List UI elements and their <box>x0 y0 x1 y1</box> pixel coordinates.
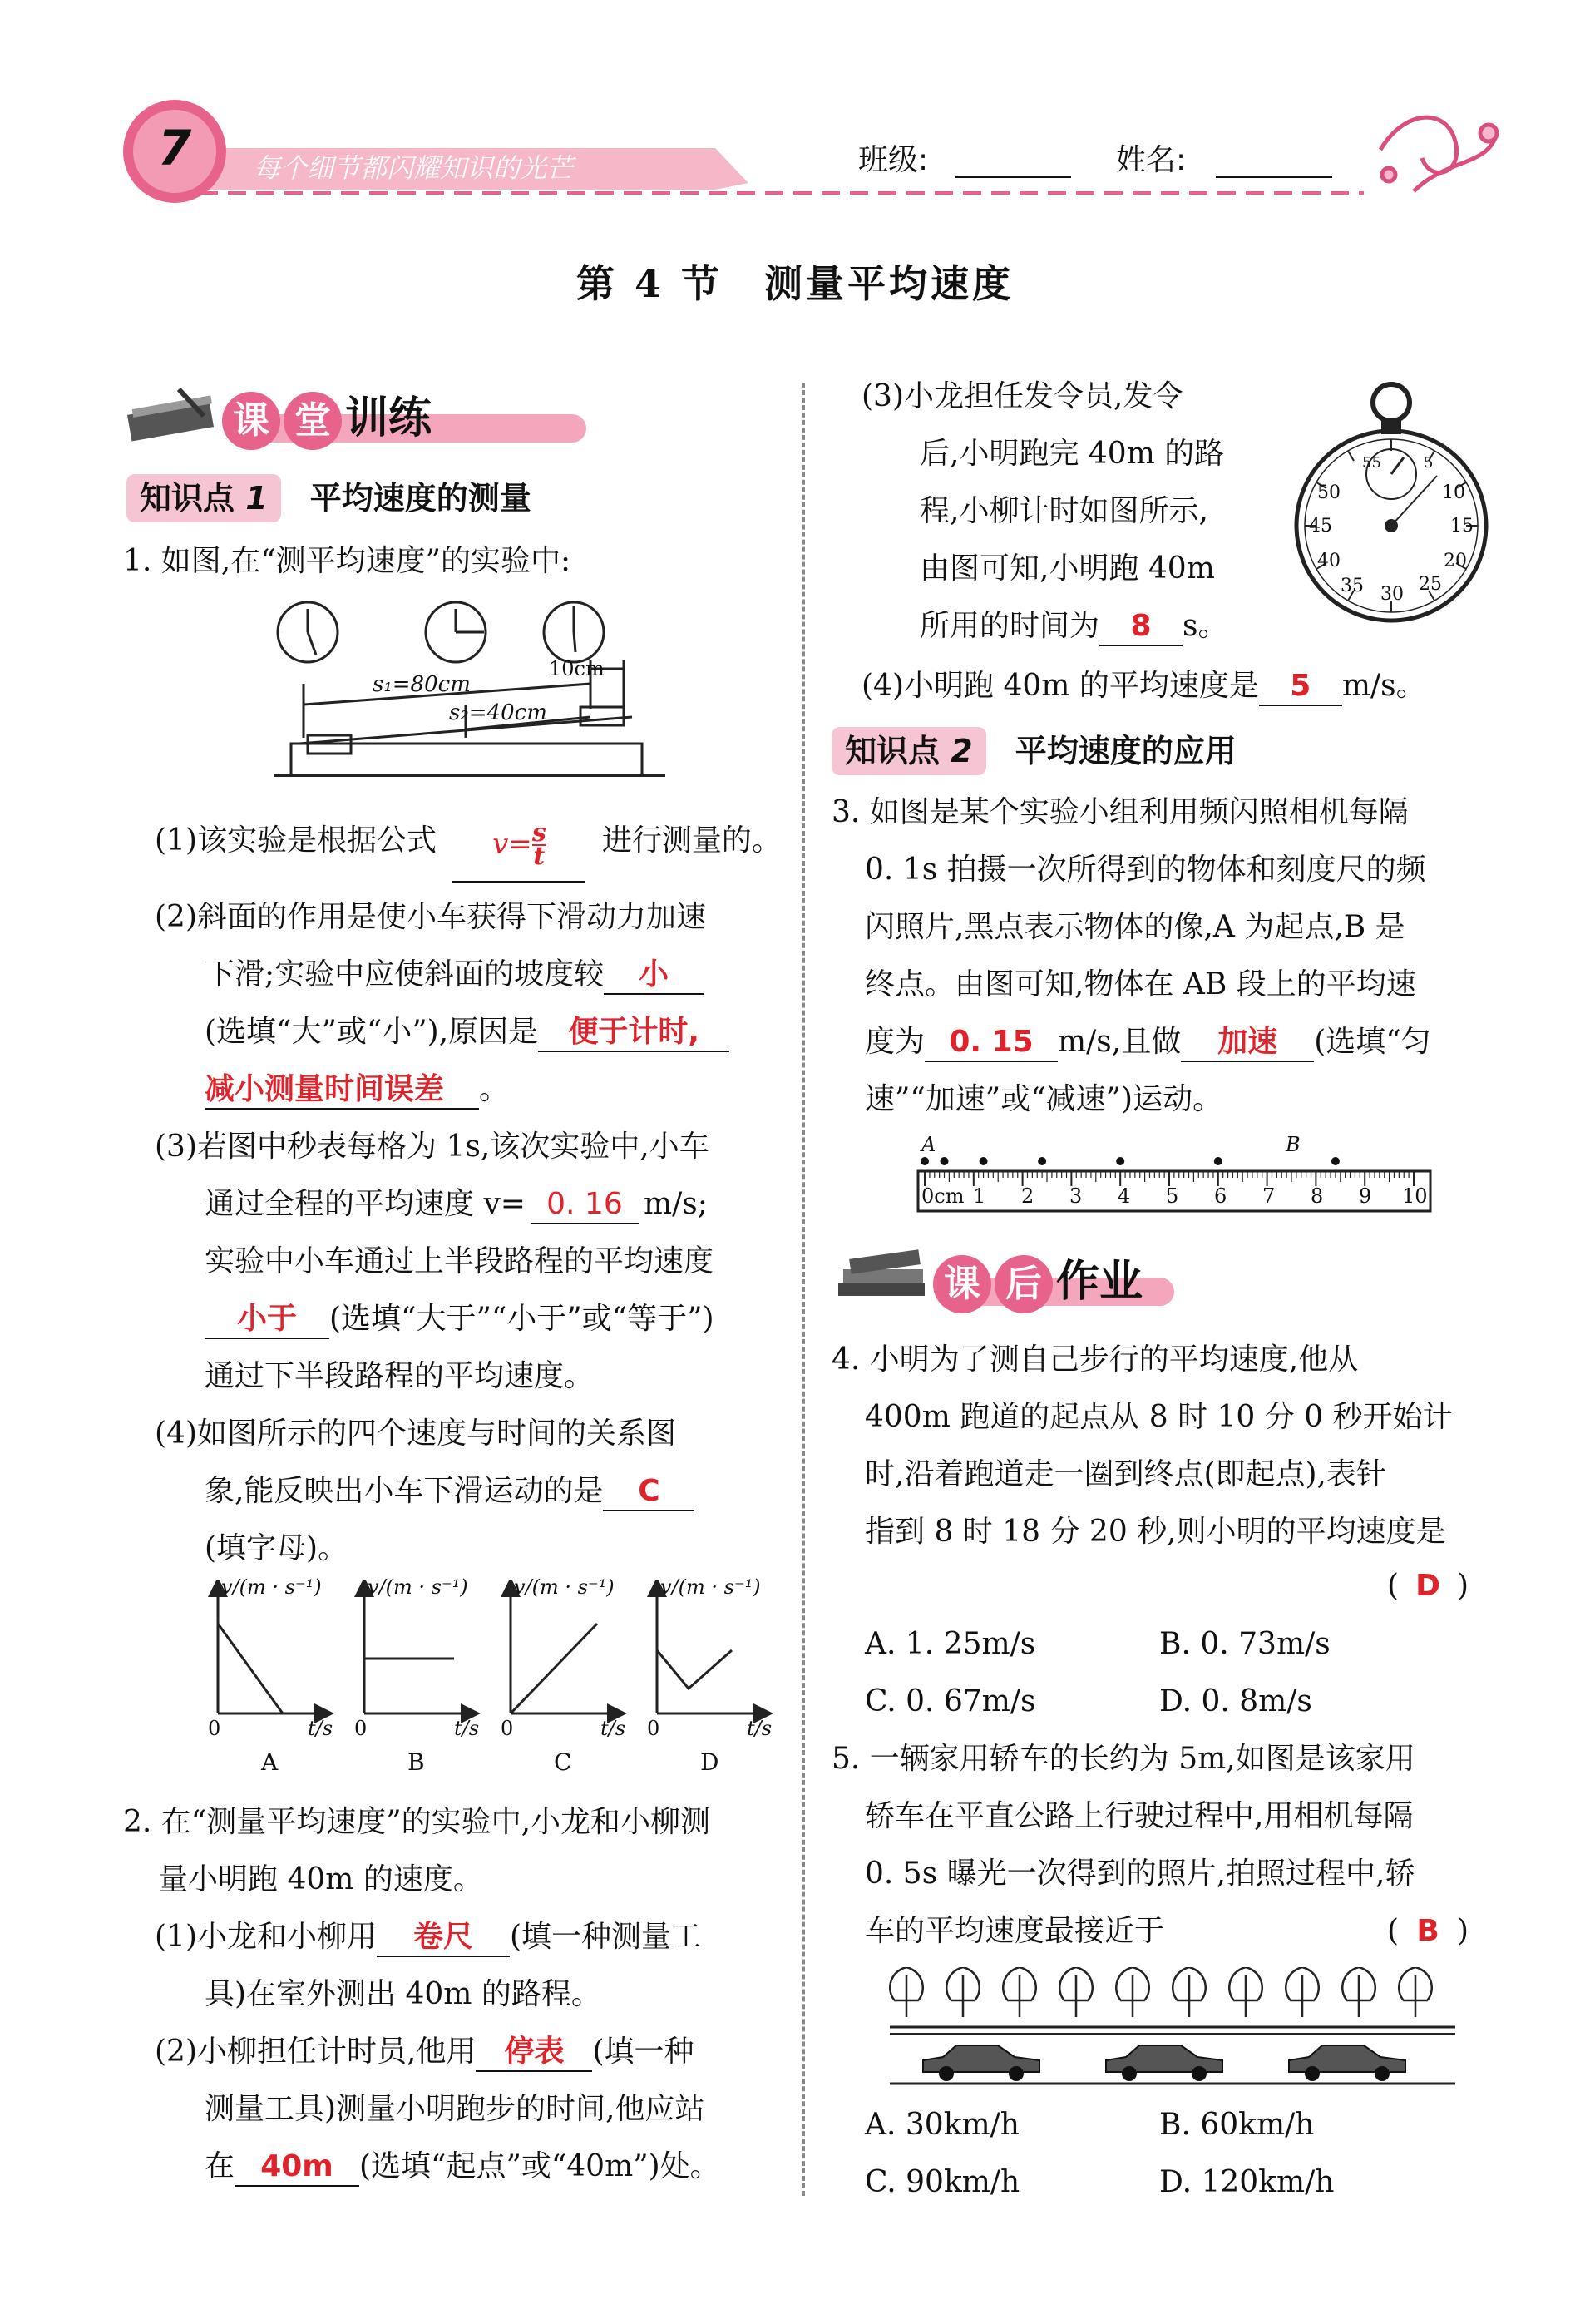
q1-part3-answer2[interactable]: 小于 <box>205 1301 329 1339</box>
kp-badge: 知识点 2 <box>832 727 986 775</box>
q5-option-d[interactable]: D. 120km/h <box>1159 2165 1335 2199</box>
q1-part2-line1: (2)斜面的作用是使小车获得下滑动力加速 <box>155 900 706 934</box>
q4-line2: 400m 跑道的起点从 8 时 10 分 0 秒开始计 <box>865 1400 1453 1434</box>
knowledge-point-1 <box>126 472 531 522</box>
kp-title: 平均速度的测量 <box>309 480 531 517</box>
q2-part3-line5: 所用的时间为 8 s。 <box>920 597 1228 655</box>
q1-part1: (1)该实验是根据公式 v= $\frac{s}{t}$ 进行测量的。 <box>155 812 782 871</box>
page-number: 7 <box>157 120 192 176</box>
q4-option-d[interactable]: D. 0. 8m/s <box>1159 1684 1312 1718</box>
q1-part2-line4: 减小测量时间误差 。 <box>205 1061 509 1119</box>
q1-part3-line1: (3)若图中秒表每格为 1s,该次实验中,小车 <box>155 1130 709 1164</box>
q3-line1: 3. 如图是某个实验小组利用频闪照相机每隔 <box>832 795 1409 829</box>
ruler-tick-7: 7 <box>1262 1184 1276 1208</box>
graph-d-origin: 0 <box>647 1717 660 1740</box>
q2-part4: (4)小明跑 40m 的平均速度是 5 m/s。 <box>862 657 1426 715</box>
graph-letter-d: D <box>700 1748 719 1776</box>
q5-option-c[interactable]: C. 90km/h <box>865 2165 1020 2199</box>
kp-badge: 知识点 1 <box>126 474 281 522</box>
q2-part3-line2: 后,小明跑完 40m 的路 <box>920 437 1225 471</box>
graph-c-xlabel: t/s <box>600 1717 626 1740</box>
header-banner <box>0 100 1590 216</box>
q1-part3-line4: 小于 (选填“大于”“小于”或“等于”) <box>205 1290 714 1348</box>
flourish-icon <box>1380 117 1497 191</box>
name-label: 姓名: <box>1116 143 1187 177</box>
tree-icon <box>1116 1967 1149 2017</box>
q2-part3-answer[interactable]: 8 <box>1099 608 1183 646</box>
q2-line2: 量小明跑 40m 的速度。 <box>158 1862 483 1896</box>
q3-answer1[interactable]: 0. 15 <box>925 1024 1058 1062</box>
q4-option-c[interactable]: C. 0. 67m/s <box>865 1684 1036 1718</box>
stopwatch-label-50: 50 <box>1317 482 1341 503</box>
stopwatch-label-10: 10 <box>1442 482 1465 503</box>
tree-icon <box>1286 1967 1319 2017</box>
q4-answer-bracket: ( D ) <box>1387 1557 1469 1615</box>
class-field[interactable] <box>955 176 1071 178</box>
tree-icon <box>1342 1967 1375 2017</box>
tree-icon <box>1229 1967 1262 2017</box>
ruler-tick-8: 8 <box>1311 1184 1324 1208</box>
page-header <box>0 100 1590 216</box>
stopwatch-label-40: 40 <box>1317 551 1341 571</box>
q5-line4: 车的平均速度最接近于 <box>865 1914 1165 1948</box>
ruler-tick-1: 1 <box>973 1184 986 1208</box>
q2-part3-line4: 由图可知,小明跑 40m <box>920 551 1215 586</box>
section-bubble-2: 后 <box>995 1255 1053 1313</box>
q3-answer2[interactable]: 加速 <box>1181 1024 1314 1062</box>
q2-part1-line2: 具)在室外测出 40m 的路程。 <box>205 1977 601 2011</box>
q1-part1-answer[interactable]: v= $\frac{s}{t}$ <box>452 831 585 883</box>
q5-line2: 轿车在平直公路上行驶过程中,用相机每隔 <box>865 1799 1414 1833</box>
q2-line1: 2. 在“测量平均速度”的实验中,小龙和小柳测 <box>123 1805 711 1839</box>
q2-part2-answer1[interactable]: 停表 <box>476 2034 592 2072</box>
q1-part4-line3: (填字母)。 <box>205 1531 348 1565</box>
q2-part2-line3: 在 40m (选填“起点”或“40m”)处。 <box>205 2138 720 2196</box>
flash-dot <box>980 1157 988 1165</box>
q4-line4: 指到 8 时 18 分 20 秒,则小明的平均速度是 <box>865 1515 1446 1549</box>
q3-line3: 闪照片,黑点表示物体的像,A 为起点,B 是 <box>865 910 1405 944</box>
q1-part3-line5: 通过下半段路程的平均速度。 <box>205 1359 595 1393</box>
q1-part2-line2: 下滑;实验中应使斜面的坡度较 小 <box>205 946 704 1004</box>
graph-b-xlabel: t/s <box>454 1717 480 1740</box>
q5-line1: 5. 一辆家用轿车的长约为 5m,如图是该家用 <box>832 1742 1415 1776</box>
q1-part2-answer2a[interactable]: 便于计时, <box>538 1014 729 1052</box>
ruler-tick-2: 2 <box>1021 1184 1034 1208</box>
flash-dot <box>941 1157 949 1165</box>
tree-icon <box>946 1967 980 2017</box>
q1-part4-line1: (4)如图所示的四个速度与时间的关系图 <box>155 1417 676 1451</box>
ruler-tick-3: 3 <box>1069 1184 1083 1208</box>
flash-dot <box>1331 1157 1340 1165</box>
figure-label-s2: s₂=40cm <box>449 700 547 725</box>
graph-a-xlabel: t/s <box>308 1717 333 1740</box>
q4-line3: 时,沿着跑道走一圈到终点(即起点),表针 <box>865 1457 1386 1491</box>
figure-label-seg: 10cm <box>549 657 605 680</box>
q5-option-a[interactable]: A. 30km/h <box>865 2108 1020 2142</box>
tree-icon <box>1173 1967 1206 2017</box>
q1-part3-line3: 实验中小车通过上半段路程的平均速度 <box>205 1244 714 1278</box>
tree-icon <box>1059 1967 1093 2017</box>
q1-part4-answer[interactable]: C <box>603 1473 694 1511</box>
q1-part2-answer2b[interactable]: 减小测量时间误差 <box>205 1071 479 1110</box>
q1-part3-line2: 通过全程的平均速度 v= 0. 16 m/s; <box>205 1175 708 1234</box>
q5-line3: 0. 5s 曝光一次得到的照片,拍照过程中,轿 <box>865 1857 1415 1891</box>
tree-icon <box>1399 1967 1432 2017</box>
flash-dot <box>1038 1157 1046 1165</box>
stopwatch-label-45: 45 <box>1309 516 1332 536</box>
q2-part2-answer2[interactable]: 40m <box>235 2148 359 2187</box>
page-title: 第 4 节 测量平均速度 <box>575 261 1015 306</box>
q2-part1-line1: (1)小龙和小柳用 卷尺 (填一种测量工 <box>155 1908 701 1966</box>
graph-d-xlabel: t/s <box>747 1717 773 1740</box>
car-icon <box>923 2045 1039 2081</box>
car-icon <box>1106 2045 1222 2081</box>
section-word: 作业 <box>1056 1257 1143 1307</box>
flash-dot <box>921 1157 929 1165</box>
ruler-figure <box>915 1133 1447 1221</box>
q2-part1-answer[interactable]: 卷尺 <box>377 1919 510 1957</box>
q2-part3-line1: (3)小龙担任发令员,发令 <box>862 379 1183 413</box>
car-icon <box>1289 2045 1405 2081</box>
q1-part2-line3: (选填“大”或“小”),原因是 便于计时, <box>205 1003 729 1061</box>
graph-d-ylabel: v/(m · s⁻¹) <box>660 1575 761 1599</box>
ruler-label-a: A <box>921 1133 936 1156</box>
section-word: 训练 <box>345 393 432 443</box>
ruler-tick-5: 5 <box>1166 1184 1179 1208</box>
q4-line1: 4. 小明为了测自己步行的平均速度,他从 <box>832 1342 1359 1377</box>
stopwatch-label-55: 55 <box>1362 454 1381 472</box>
q2-part4-answer[interactable]: 5 <box>1259 668 1342 706</box>
ruler-label-b: B <box>1286 1133 1301 1156</box>
stopwatch-label-5: 5 <box>1424 454 1434 472</box>
q4-option-a[interactable]: A. 1. 25m/s <box>865 1627 1036 1661</box>
q2-part3-line3: 程,小柳计时如图所示, <box>920 494 1208 528</box>
q4-option-b[interactable]: B. 0. 73m/s <box>1159 1627 1331 1661</box>
notebook-icon <box>121 383 220 449</box>
figure-label-s1: s₁=80cm <box>373 672 471 697</box>
name-field[interactable] <box>1216 176 1332 178</box>
column-divider <box>802 383 805 2196</box>
section-bubble-2: 堂 <box>284 392 342 450</box>
vt-graphs <box>208 1575 790 1780</box>
q5-option-b[interactable]: B. 60km/h <box>1159 2108 1315 2142</box>
flash-dot <box>1214 1157 1222 1165</box>
ruler-tick-0: 0cm <box>921 1184 965 1208</box>
q1-part2-answer1[interactable]: 小 <box>604 957 704 995</box>
stopwatch-label-25: 25 <box>1419 574 1442 595</box>
graph-c-ylabel: v/(m · s⁻¹) <box>514 1575 615 1599</box>
ruler-svg <box>915 1138 1447 1221</box>
q3-line2: 0. 1s 拍摄一次所得到的物体和刻度尺的频 <box>865 853 1426 887</box>
flash-dot <box>1116 1157 1124 1165</box>
class-label: 班级: <box>858 143 929 177</box>
stopwatch-label-20: 20 <box>1444 551 1467 571</box>
graph-a-origin: 0 <box>208 1717 221 1740</box>
graph-a-ylabel: v/(m · s⁻¹) <box>221 1575 322 1599</box>
ruler-tick-4: 4 <box>1118 1184 1131 1208</box>
header-slogan: 每个细节都闪耀知识的光芒 <box>254 152 574 184</box>
graph-b-ylabel: v/(m · s⁻¹) <box>368 1575 468 1599</box>
q1-stem: 1. 如图,在“测平均速度”的实验中: <box>123 544 571 578</box>
q1-part3-answer1[interactable]: 0. 16 <box>531 1186 639 1224</box>
graph-letter-a: A <box>261 1748 279 1776</box>
q1-part4-line2: 象,能反映出小车下滑运动的是 C <box>205 1462 694 1520</box>
stopwatch-label-15: 15 <box>1450 516 1474 536</box>
section-bubble-1: 课 <box>222 392 280 450</box>
graph-letter-c: C <box>554 1748 572 1776</box>
q3-line4: 终点。由图可知,物体在 AB 段上的平均速 <box>865 967 1416 1001</box>
stopwatch-label-35: 35 <box>1341 576 1364 596</box>
q3-line6: 速”“加速”或“减速”)运动。 <box>865 1082 1223 1116</box>
graph-letter-b: B <box>407 1748 425 1776</box>
graph-c-origin: 0 <box>501 1717 514 1740</box>
tree-icon <box>890 1967 923 2017</box>
ruler-tick-10: 10 <box>1402 1184 1428 1208</box>
road-figure <box>881 1967 1464 2092</box>
knowledge-point-2 <box>832 725 1237 775</box>
books-icon <box>832 1246 931 1313</box>
section-homework <box>832 1239 1189 1314</box>
q3-line5: 度为 0. 15 m/s,且做 加速 (选填“匀 <box>865 1013 1431 1071</box>
stopwatch-label-30: 30 <box>1380 584 1404 605</box>
section-classroom <box>121 376 470 451</box>
kp-title: 平均速度的应用 <box>1015 733 1237 769</box>
tree-icon <box>1003 1967 1036 2017</box>
ruler-tick-9: 9 <box>1359 1184 1372 1208</box>
q4-answer[interactable]: D <box>1415 1569 1440 1603</box>
stopwatch-figure <box>1287 376 1495 626</box>
q5-answer[interactable]: B <box>1416 1914 1439 1948</box>
q2-part2-line1: (2)小柳担任计时员,他用 停表 (填一种 <box>155 2023 694 2081</box>
ruler-tick-6: 6 <box>1214 1184 1227 1208</box>
q2-part2-line2: 测量工具)测量小明跑步的时间,他应站 <box>205 2092 705 2126</box>
graph-b-origin: 0 <box>354 1717 368 1740</box>
q5-answer-bracket: ( B ) <box>1387 1902 1469 1961</box>
section-bubble-1: 课 <box>933 1255 991 1313</box>
